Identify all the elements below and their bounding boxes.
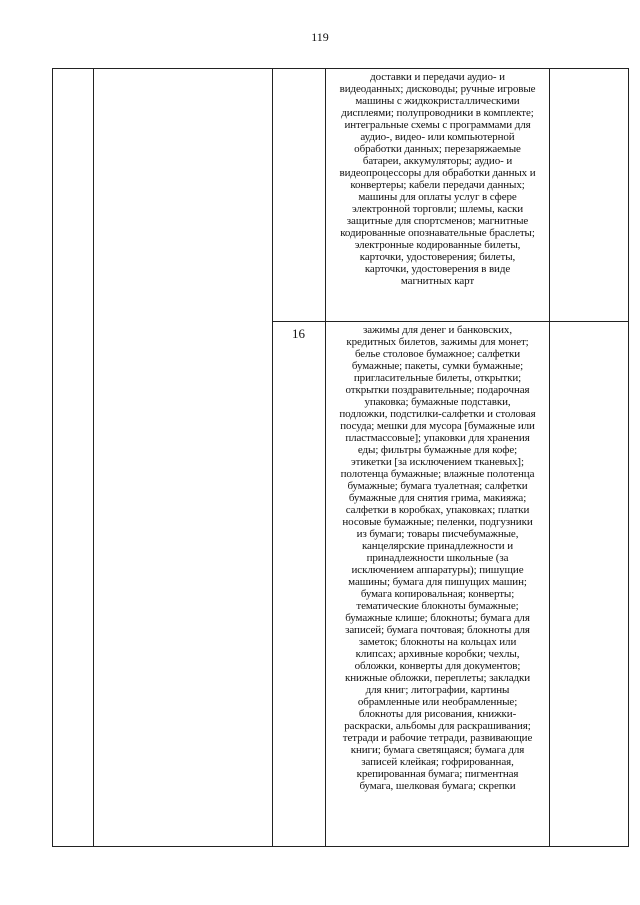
description-line: канцелярские принадлежности и: [361, 540, 514, 552]
goods-table: [52, 68, 629, 847]
description-line: пригласительные билеты, открытки;: [353, 372, 522, 384]
description-line: тематические блокноты бумажные;: [356, 600, 519, 612]
description-line: электронной торговли; шлемы, каски: [351, 203, 524, 215]
description-line: пластмассовые]; упаковки для хранения: [345, 432, 530, 444]
table-border-right: [628, 68, 629, 847]
description-line: бумага копировальная; конверты;: [360, 588, 515, 600]
description-line: белье столовое бумажное; салфетки: [354, 348, 521, 360]
description-line: из бумаги; товары писчебумажные,: [356, 528, 519, 540]
description-line: зажимы для денег и банковских,: [362, 324, 512, 336]
column-divider: [549, 68, 550, 847]
column-divider: [93, 68, 94, 847]
description-line: кредитных билетов, зажимы для монет;: [346, 336, 529, 348]
description-line: раскраски, альбомы для раскрашивания;: [344, 720, 531, 732]
description-line: защитные для спортсменов; магнитные: [346, 215, 529, 227]
table-border-bottom: [52, 846, 629, 847]
description-line: принадлежности школьные (за: [366, 552, 509, 564]
description-line: блокноты для рисования, книжки-: [358, 708, 517, 720]
description-line: обрамленные или необрамленные;: [357, 696, 518, 708]
description-line: аудио-, видео- или компьютерной: [360, 131, 515, 143]
description-line: носовые бумажные; пеленки, подгузники: [342, 516, 533, 528]
description-line: карточки, удостоверения в виде: [364, 263, 511, 275]
description-line: клипсах; архивные коробки; чехлы,: [355, 648, 520, 660]
description-line: доставки и передачи аудио- и: [370, 71, 505, 83]
description-line: электронные кодированные билеты,: [354, 239, 521, 251]
table-border-left: [52, 68, 53, 847]
description-line: бумажные; бумага туалетная; салфетки: [347, 480, 528, 492]
description-line: бумажные; пакеты, сумки бумажные;: [351, 360, 524, 372]
description-line: конвертеры; кабели передачи данных;: [350, 179, 525, 191]
description-line: видеоданных; дисководы; ручные игровые: [339, 83, 536, 95]
description-line: бумажные для снятия грима, макияжа;: [348, 492, 527, 504]
description-line: книги; бумага светящаяся; бумага для: [350, 744, 525, 756]
description-line: тетради и рабочие тетради, развивающие: [342, 732, 533, 744]
description-line: записей; бумага почтовая; блокноты для: [345, 624, 530, 636]
description-line: видеопроцессоры для обработки данных и: [339, 167, 536, 179]
description-line: обработки данных; перезаряжаемые: [354, 143, 521, 155]
description-line: кодированные опознавательные браслеты;: [340, 227, 535, 239]
description-line: посуда; мешки для мусора [бумажные или: [340, 420, 535, 432]
description-line: магнитных карт: [400, 275, 475, 287]
description-line: карточки, удостоверения; билеты,: [359, 251, 516, 263]
page-number: 119: [311, 30, 329, 44]
column-divider: [272, 68, 273, 847]
description-line: бумажные клише; блокноты; бумага для: [345, 612, 530, 624]
class-number-cell: 16: [292, 326, 305, 341]
description-line: интегральные схемы с программами для: [344, 119, 531, 131]
table-border-top: [52, 68, 629, 69]
goods-description-cell: [326, 324, 549, 792]
description-line: этикетки [за исключением тканевых];: [351, 456, 524, 468]
description-line: обложки, конверты для документов;: [354, 660, 521, 672]
description-line: исключением аппаратуры); пишущие: [351, 564, 524, 576]
description-line: машины; бумага для пишущих машин;: [348, 576, 527, 588]
description-line: для книг; литографии, картины: [365, 684, 510, 696]
description-line: еды; фильтры бумажные для кофе;: [357, 444, 518, 456]
description-line: открытки поздравительные; подарочная: [345, 384, 530, 396]
description-line: бумага, шелковая бумага; скрепки: [359, 780, 516, 792]
description-line: крепированная бумага; пигментная: [356, 768, 519, 780]
description-line: машины с жидкокристаллическими: [355, 95, 520, 107]
row-divider: [272, 321, 629, 322]
description-line: упаковка; бумажные подставки,: [364, 396, 511, 408]
description-line: машины для оплаты услуг в сфере: [358, 191, 517, 203]
description-line: записей клейкая; гофрированная,: [361, 756, 514, 768]
description-line: салфетки в коробках, упаковках; платки: [345, 504, 530, 516]
goods-description-cell: [326, 71, 549, 287]
description-line: батареи, аккумуляторы; аудио- и: [362, 155, 513, 167]
description-line: книжные обложки, переплеты; закладки: [344, 672, 531, 684]
description-line: подложки, подстилки-салфетки и столовая: [339, 408, 536, 420]
description-line: дисплеями; полупроводники в комплекте;: [341, 107, 534, 119]
description-line: полотенца бумажные; влажные полотенца: [340, 468, 535, 480]
description-line: заметок; блокноты на кольцах или: [358, 636, 517, 648]
